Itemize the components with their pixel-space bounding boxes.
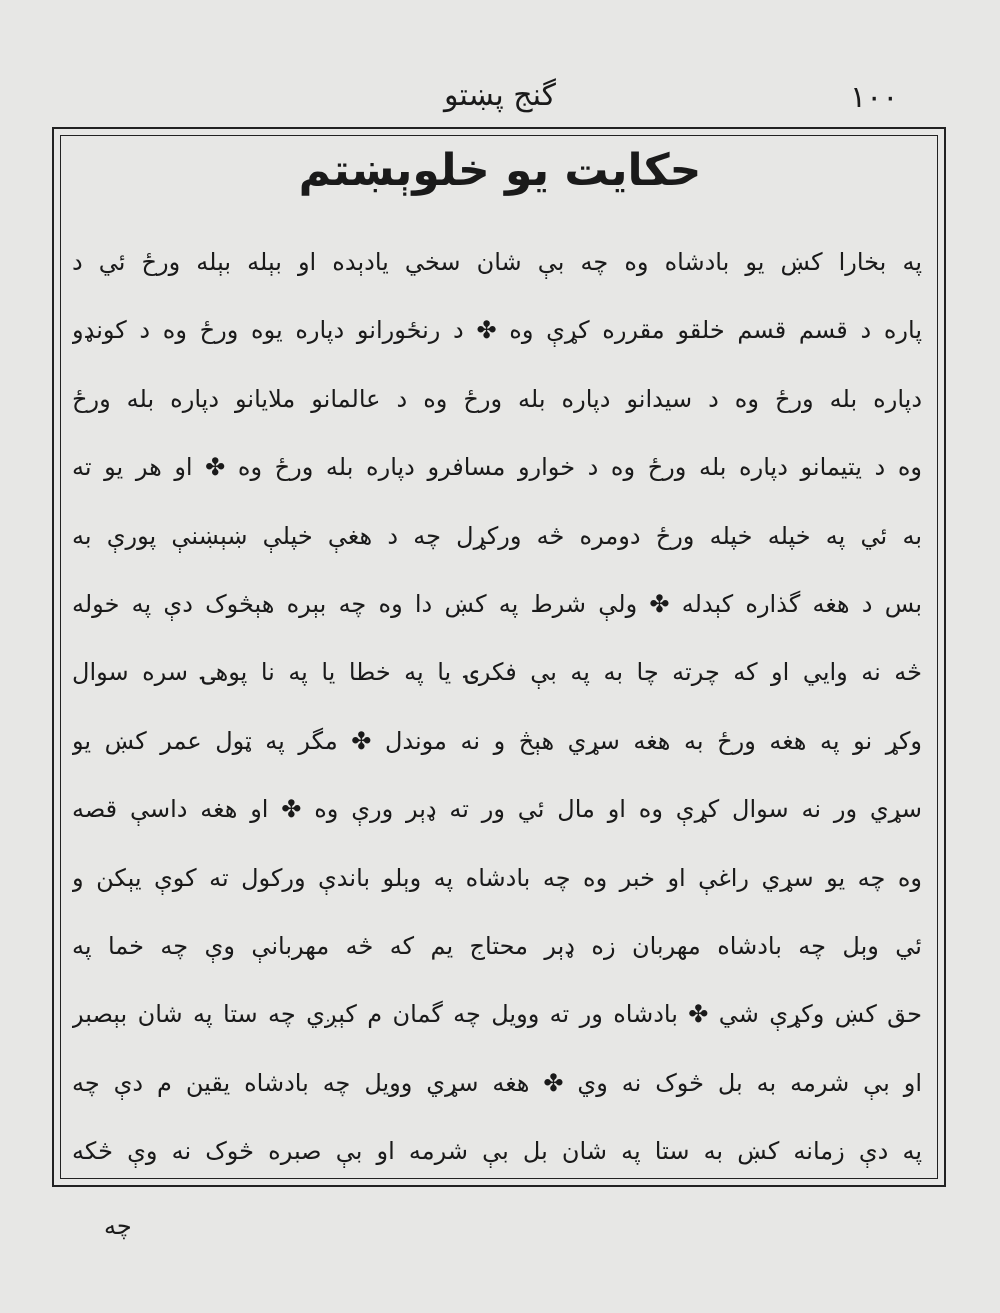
text-line: پاره د قسم قسم خلقو مقرره کړې وه ✤ د رنځورانو دپاره یوه ورځ وه د کونډو (72, 316, 922, 345)
page-number: ۱۰۰ (850, 80, 899, 115)
text-line: ئي وېل چه بادشاه مهربان زه ډېر محتاج یم که څه مهربانې وې چه خما په (72, 931, 922, 960)
running-header: گنج پښتو (444, 78, 556, 113)
text-line: وه چه یو سړي راغې او خبر وه چه بادشاه په وېلو باندې ورکول ته کوې یېکن و (72, 863, 922, 892)
text-line: بس د هغه گذاره کېدله ✤ ولې شرط په کښ دا وه چه بېره هېڅوک دې په خوله (72, 589, 922, 618)
story-title: حکایت یو خلوېښتم (298, 145, 702, 196)
text-line: دپاره بله ورځ وه د سیدانو دپاره بله ورځ وه د عالمانو ملایانو دپاره بله ورځ (72, 384, 922, 413)
text-line: په بخارا کښ یو بادشاه وه چه بې شان سخي یادېده او بېله بېله ورځ ئي د (72, 248, 922, 276)
text-line: حق کښ وکړې شي ✤ بادشاه ور ته وویل چه گمان م کېږي چه ستا په شان بېصبر (72, 1000, 922, 1029)
text-line: وکړ نو په هغه ورځ به هغه سړي هېڅ و نه موندل ✤ مگر په ټول عمر کښ یو (72, 726, 922, 755)
text-line: او بې شرمه به بل څوک نه وي ✤ هغه سړي وویل چه بادشاه یقین م دې چه (72, 1068, 922, 1097)
text-line: څه نه وایي او که چرته چا به په بې فکرۍ یا په خطا یا په نا پوهۍ سره سوال (72, 658, 922, 687)
story-body (72, 228, 922, 1185)
text-line: په دې زمانه کښ به ستا په شان بل بې شرمه او بې صبره څوک نه وې څکه (72, 1137, 922, 1166)
text-line: به ئي په خپله خپله ورځ دومره څه ورکړل چه د هغې خپلې ښېښنې پورې به (72, 521, 922, 550)
catchword: چه (104, 1212, 132, 1240)
text-line: سړي ور نه سوال کړې وه او مال ئي ور ته ډېر ورې وه ✤ او هغه داسې قصه (72, 795, 922, 824)
text-line: وه د یتیمانو دپاره بله ورځ وه د خوارو مسافرو دپاره بله ورځ وه ✤ او هر یو ته (72, 453, 922, 482)
